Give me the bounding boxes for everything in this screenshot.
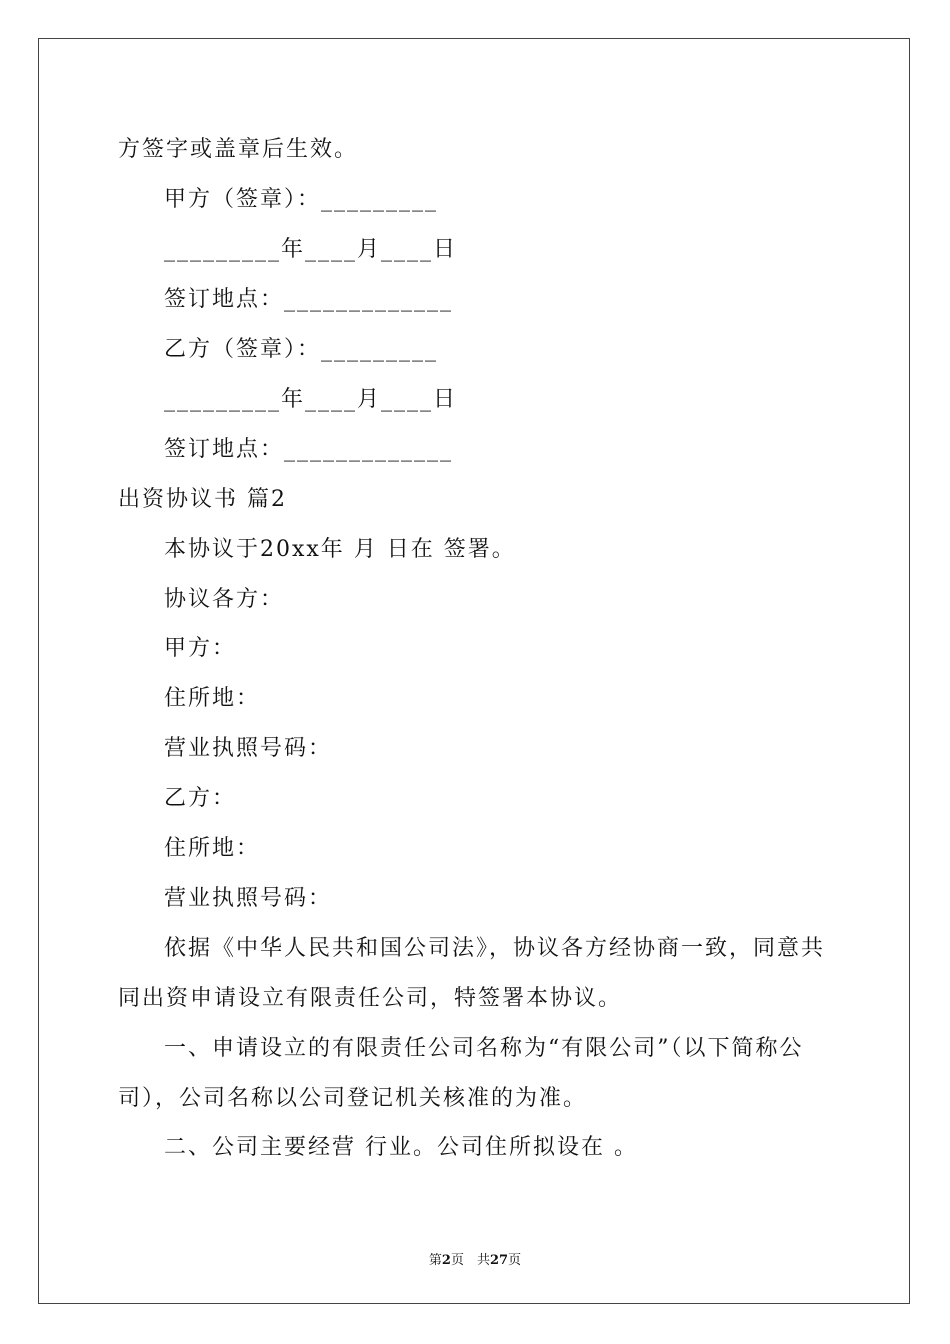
text-line: 签订地点：_____________ [164,287,454,312]
footer-prefix: 第 [428,1253,442,1268]
text-line: 甲方： [164,636,237,661]
text-line: 二、公司主要经营 行业。公司住所拟设在 。 [164,1135,638,1160]
page-border [38,38,910,1304]
text-line: 依据《中华人民共和国公司法》，协议各方经协商一致，同意共 [164,936,826,961]
text-line: 方签字或盖章后生效。 [118,137,359,162]
total-pages-number: 27 [489,1253,509,1268]
text-line: 同出资申请设立有限责任公司，特签署本协议。 [118,986,623,1011]
text-line: 乙方（签章）：_________ [164,337,439,362]
footer-mid: 页 共 [450,1253,490,1268]
text-line: 本协议于20xx年 月 日在 签署。 [164,537,516,562]
text-line: 住所地： [164,686,261,711]
text-line: 签订地点：_____________ [164,437,454,462]
text-line: 营业执照号码： [164,736,333,761]
text-line: _________年____月____日 [164,387,458,412]
text-line: 一、申请设立的有限责任公司名称为“有限公司”（以下简称公 [164,1036,804,1061]
text-line: 协议各方： [164,587,285,612]
current-page-number: 2 [441,1253,451,1268]
text-line: 乙方： [164,786,237,811]
page-footer [0,1249,950,1268]
text-line: 甲方（签章）：_________ [164,187,439,212]
footer-suffix: 页 [508,1253,522,1268]
text-line: 住所地： [164,836,261,861]
text-line: 司），公司名称以公司登记机关核准的为准。 [118,1086,588,1111]
section-heading: 出资协议书 篇2 [118,487,287,512]
text-line: 营业执照号码： [164,886,333,911]
text-line: _________年____月____日 [164,237,458,262]
